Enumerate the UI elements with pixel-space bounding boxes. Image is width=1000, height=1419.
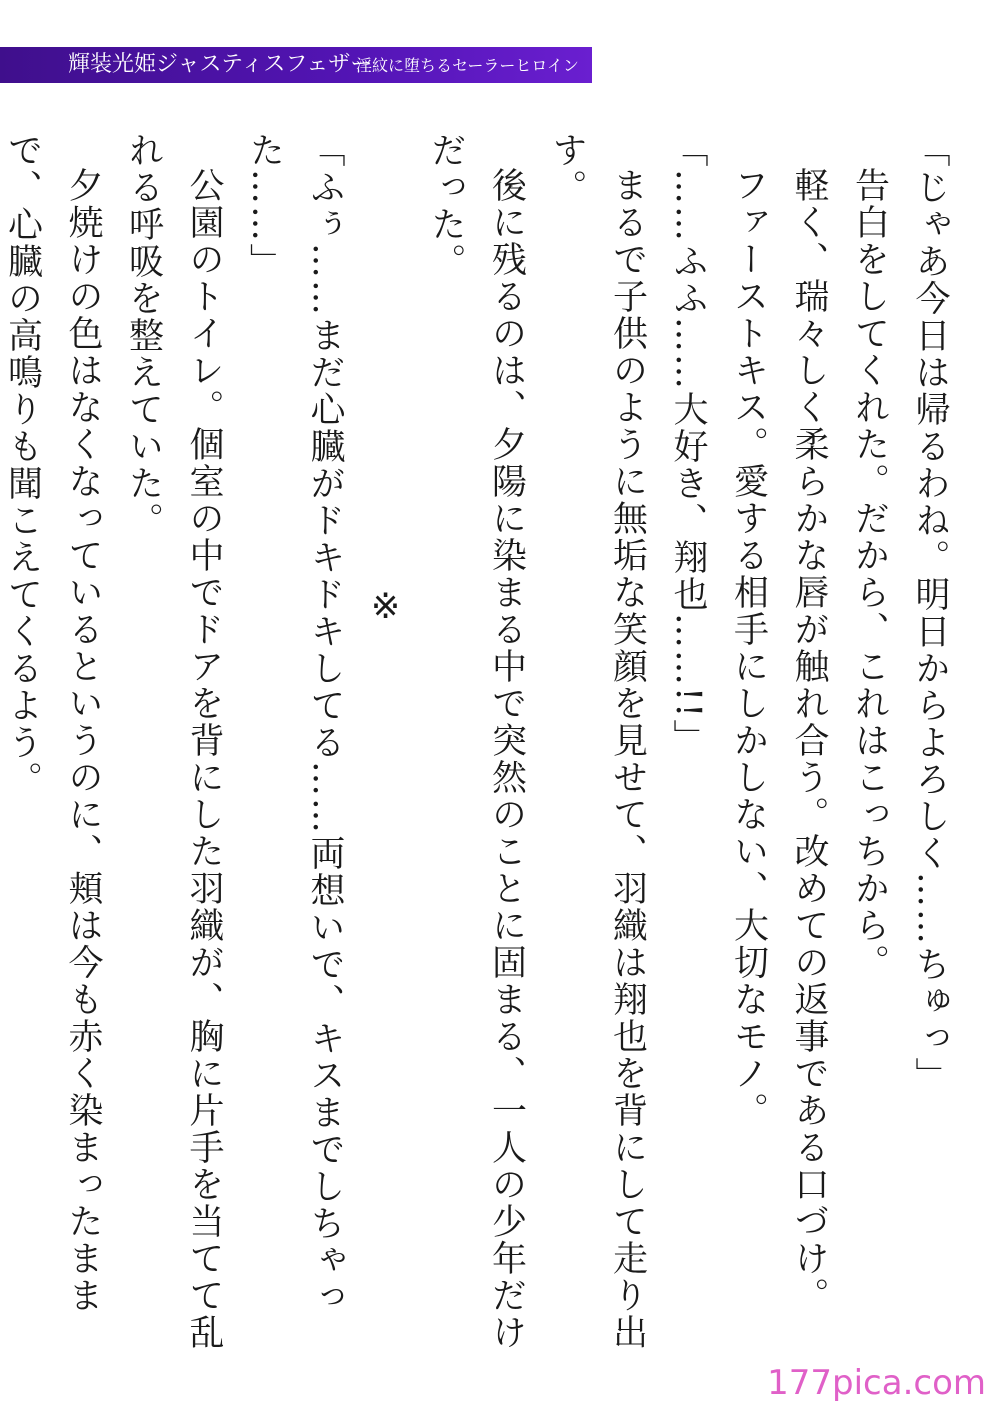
paragraph-9: 公園のトイレ。個室の中でドアを背にした羽織が、胸に片手を当てて乱れる呼吸を整えていた。 xyxy=(123,132,224,1351)
paragraph-10: 夕焼けの色はなくなっているというのに、頬は今も赤く染まったままで、心臓の高鳴りも聞こえてくるよう。 xyxy=(2,132,103,1314)
book-subtitle: 淫紋に堕ちるセーラーヒロイン xyxy=(356,56,579,75)
paragraph-8: 「ふぅ……まだ心臓がドキドキしてる……両想いで、キスまでしちゃった……」 xyxy=(244,132,345,1316)
paragraph-6: まるで子供のように無垢な笑顔を見せて、羽織は翔也を背にして走り出す。 xyxy=(547,132,648,1351)
vertical-body-text xyxy=(0,132,960,1362)
paragraph-3: 軽く、瑞々しく柔らかな唇が触れ合う。改めての返事である口づけ。 xyxy=(789,167,829,1314)
paragraph-7: 後に残るのは、夕陽に染まる中で突然のことに固まる、一人の少年だけだった。 xyxy=(426,132,527,1351)
paragraph-4: ファーストキス。愛する相手にしかしない、大切なモノ。 xyxy=(728,167,769,1129)
running-header xyxy=(0,47,592,83)
paragraph-5: 「……ふふ……大好き、翔也……!!」 xyxy=(668,132,708,757)
paragraph-2: 告白をしてくれた。だから、これはこっちから。 xyxy=(849,167,890,981)
scene-separator: ※ xyxy=(365,587,406,629)
site-watermark: 177pica.com xyxy=(767,1363,986,1403)
book-title: 輝装光姫ジャスティスフェザー xyxy=(68,52,373,77)
paragraph-1: 「じゃあ今日は帰るわね。明日からよろしく……ちゅっ」 xyxy=(910,132,950,1094)
